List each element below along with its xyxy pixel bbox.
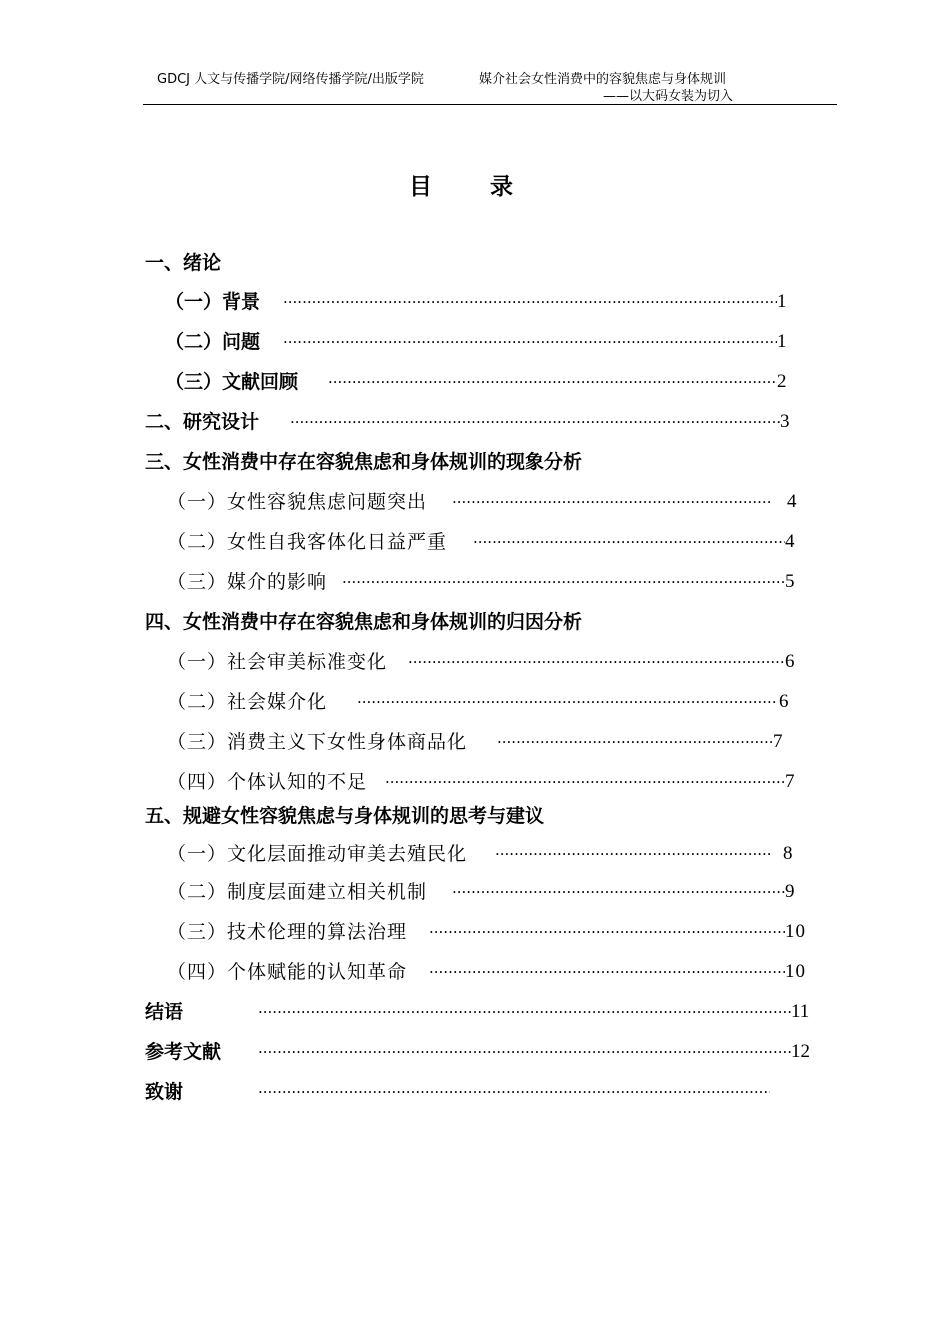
toc-leader-dots [283,327,777,357]
toc-leader-dots [473,527,785,557]
toc-label: （三）文献回顾 [165,371,299,393]
toc-label: （四）个体赋能的认知革命 [167,961,408,983]
toc-page-number: 7 [785,771,796,792]
toc-page-number: 4 [787,491,798,512]
toc-page-number: 1 [777,291,787,312]
toc-leader-dots [357,687,777,717]
toc-page-number: 11 [791,1001,810,1022]
toc-label: 五、规避女性容貌焦虑与身体规训的思考与建议 [145,805,545,827]
toc-leader-dots [429,917,785,947]
toc-label: （三）技术伦理的算法治理 [167,921,408,943]
toc-leader-dots [258,1037,791,1067]
toc-leader-dots [342,567,785,597]
toc-label: 参考文献 [145,1041,222,1063]
header-thesis-title: 媒介社会女性消费中的容貌焦虑与身体规训 [479,72,727,87]
header-thesis-subtitle: ——以大码女装为切入 [603,89,734,104]
toc-page-number: 2 [777,371,787,392]
toc-leader-dots [328,367,777,397]
toc-page-number: 7 [773,731,784,752]
toc-label: （一）社会审美标准变化 [167,651,388,673]
toc-page-number: 8 [783,843,794,864]
toc-leader-dots [258,997,791,1027]
toc-label: 三、女性消费中存在容貌焦虑和身体规训的现象分析 [145,451,583,473]
toc-leader-dots [408,647,785,677]
toc-label: （四）个体认知的不足 [167,771,368,793]
toc-label: 致谢 [145,1081,184,1103]
toc-label: （三）消费主义下女性身体商品化 [167,731,468,753]
toc-page-number: 9 [785,881,796,902]
toc-label: 结语 [145,1001,184,1023]
toc-page-number: 3 [780,411,790,432]
toc-title: 目录 [409,174,571,200]
toc-page-number: 10 [785,921,806,942]
toc-label: （三）媒介的影响 [167,571,328,593]
toc-page-number: 6 [785,651,796,672]
toc-leader-dots [258,1077,770,1107]
page-header [143,66,837,105]
toc-page-number: 6 [779,691,790,712]
toc-label: 一、绪论 [145,252,222,274]
toc-label: 二、研究设计 [145,411,260,433]
header-institution: GDCJ 人文与传播学院/网络传播学院/出版学院 [157,72,424,87]
toc-page-number: 12 [791,1041,810,1062]
toc-label: 四、女性消费中存在容貌焦虑和身体规训的归因分析 [145,611,583,633]
toc-leader-dots [290,407,780,437]
toc-page-number: 1 [777,331,787,352]
toc-page-number: 4 [785,531,796,552]
toc-label: （二）社会媒介化 [167,691,328,713]
toc-leader-dots [452,877,785,907]
toc-leader-dots [495,839,773,869]
toc-label: （二）制度层面建立相关机制 [167,881,428,903]
toc-leader-dots [385,767,785,797]
toc-label: （二）女性自我客体化日益严重 [167,531,448,553]
toc-label: （一）女性容貌焦虑问题突出 [167,491,428,513]
toc-leader-dots [497,727,772,757]
toc-leader-dots [429,957,785,987]
toc-leader-dots [452,487,772,517]
toc-label: （一）背景 [165,291,261,313]
toc-page-number: 5 [785,571,796,592]
toc-label: （一）文化层面推动审美去殖民化 [167,843,468,865]
toc-leader-dots [283,287,777,317]
toc-label: （二）问题 [165,331,261,353]
toc-page-number: 10 [785,961,806,982]
